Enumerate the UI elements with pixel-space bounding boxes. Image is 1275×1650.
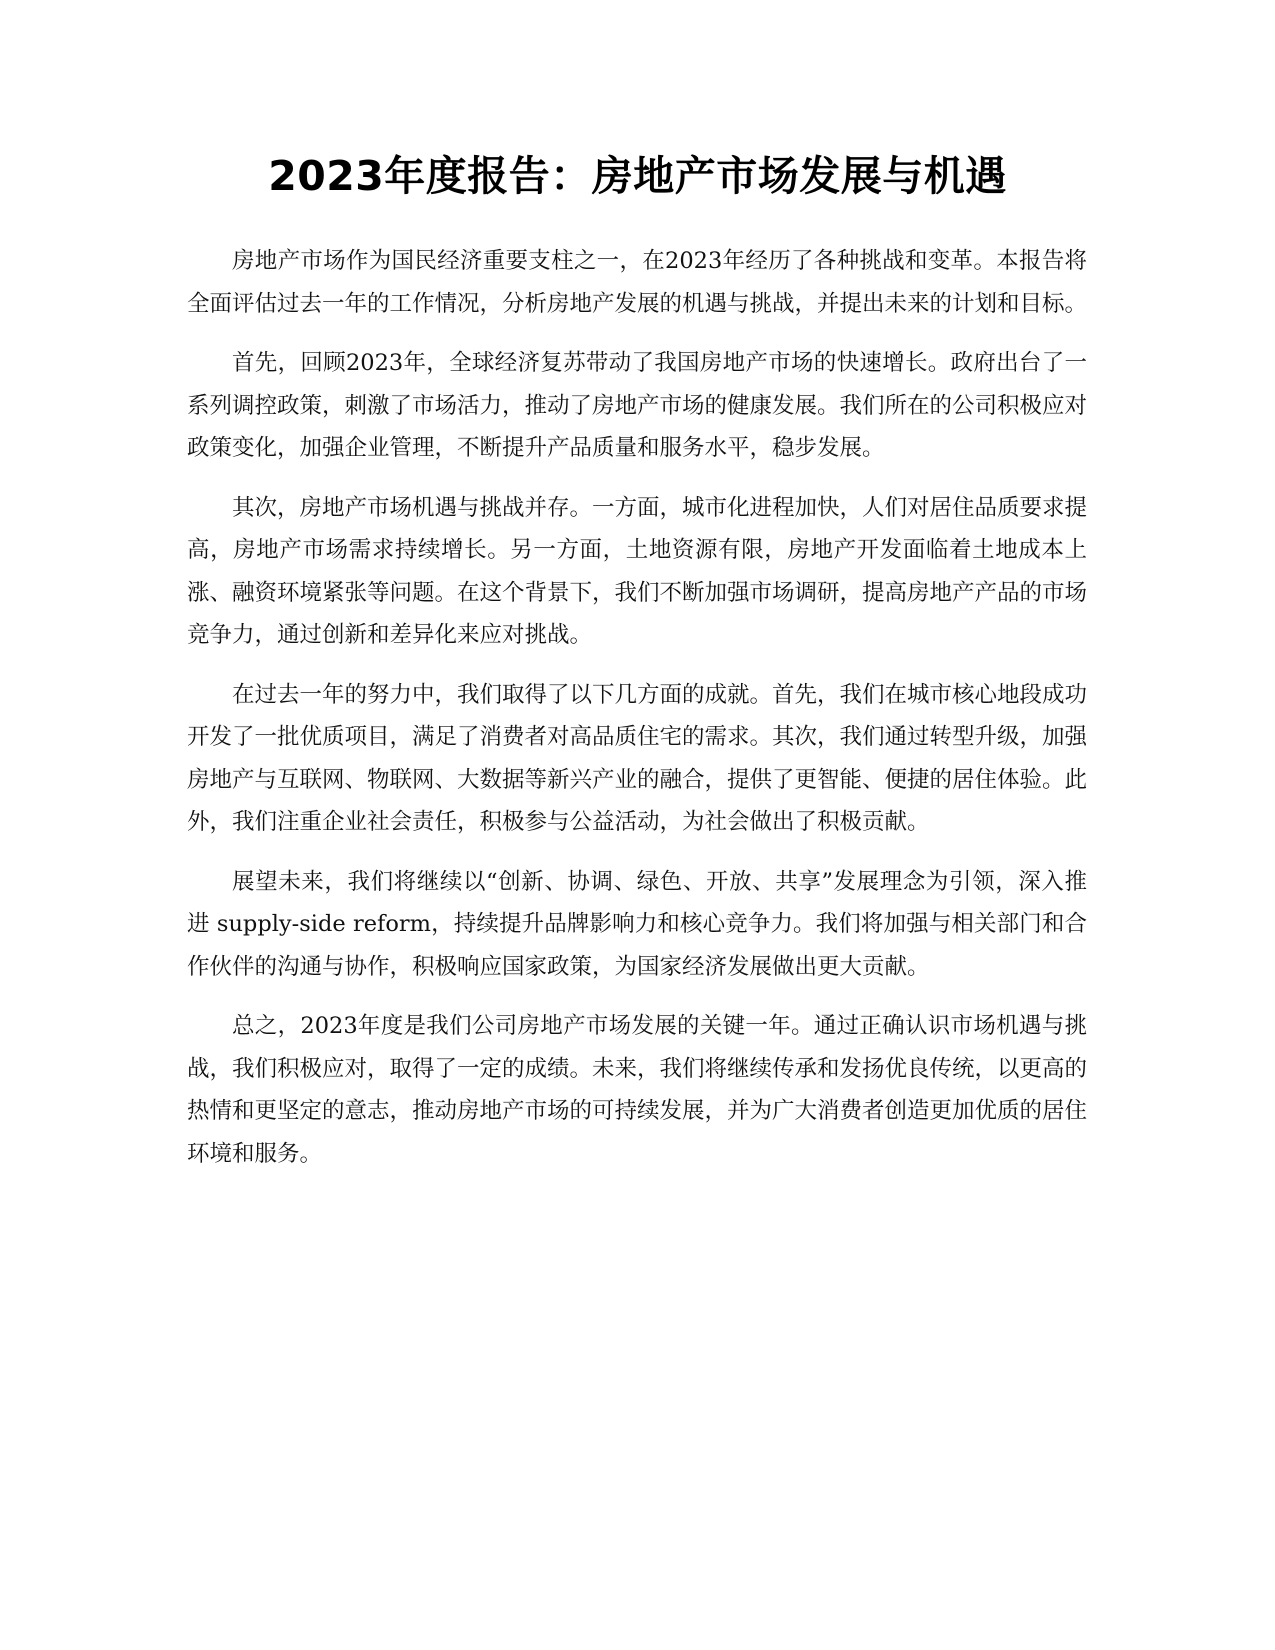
paragraph-challenges: 其次，房地产市场机遇与挑战并存。一方面，城市化进程加快，人们对居住品质要求提高，房地产市场需求持续增长。另一方面，土地资源有限，房地产开发面临着土地成本上涨、融资环境紧张等问题。在这个背景下，我们不断加强市场调研，提高房地产产品的市场竞争力，通过创新和差异化来应对挑战。 <box>187 494 1088 648</box>
paragraph-conclusion: 总之，2023年度是我们公司房地产市场发展的关键一年。通过正确认识市场机遇与挑战，我们积极应对，取得了一定的成绩。未来，我们将继续传承和发扬优良传统，以更高的热情和更坚定的意志，推动房地产市场的可持续发展，并为广大消费者创造更加优质的居住环境和服务。 <box>187 1013 1088 1167</box>
paragraph-intro: 房地产市场作为国民经济重要支柱之一，在2023年经历了各种挑战和变革。本报告将全面评估过去一年的工作情况，分析房地产发展的机遇与挑战，并提出未来的计划和目标。 <box>187 248 1088 317</box>
paragraph-review: 首先，回顾2023年，全球经济复苏带动了我国房地产市场的快速增长。政府出台了一系列调控政策，刺激了市场活力，推动了房地产市场的健康发展。我们所在的公司积极应对政策变化，加强企业管理，不断提升产品质量和服务水平，稳步发展。 <box>187 350 1088 461</box>
document-title: 2023年度报告：房地产市场发展与机遇 <box>268 152 1007 200</box>
document-body <box>187 240 1087 1192</box>
paragraph-achievements: 在过去一年的努力中，我们取得了以下几方面的成就。首先，我们在城市核心地段成功开发了一批优质项目，满足了消费者对高品质住宅的需求。其次，我们通过转型升级，加强房地产与互联网、物联网、大数据等新兴产业的融合，提供了更智能、便捷的居住体验。此外，我们注重企业社会责任，积极参与公益活动，为社会做出了积极贡献。 <box>187 681 1088 835</box>
paragraph-outlook: 展望未来，我们将继续以“创新、协调、绿色、开放、共享”发展理念为引领，深入推进 supply-side reform，持续提升品牌影响力和核心竞争力。我们将加强与相关部门和合作伙伴的沟通与协作，积极响应国家政策，为国家经济发展做出更大贡献。 <box>187 868 1087 980</box>
